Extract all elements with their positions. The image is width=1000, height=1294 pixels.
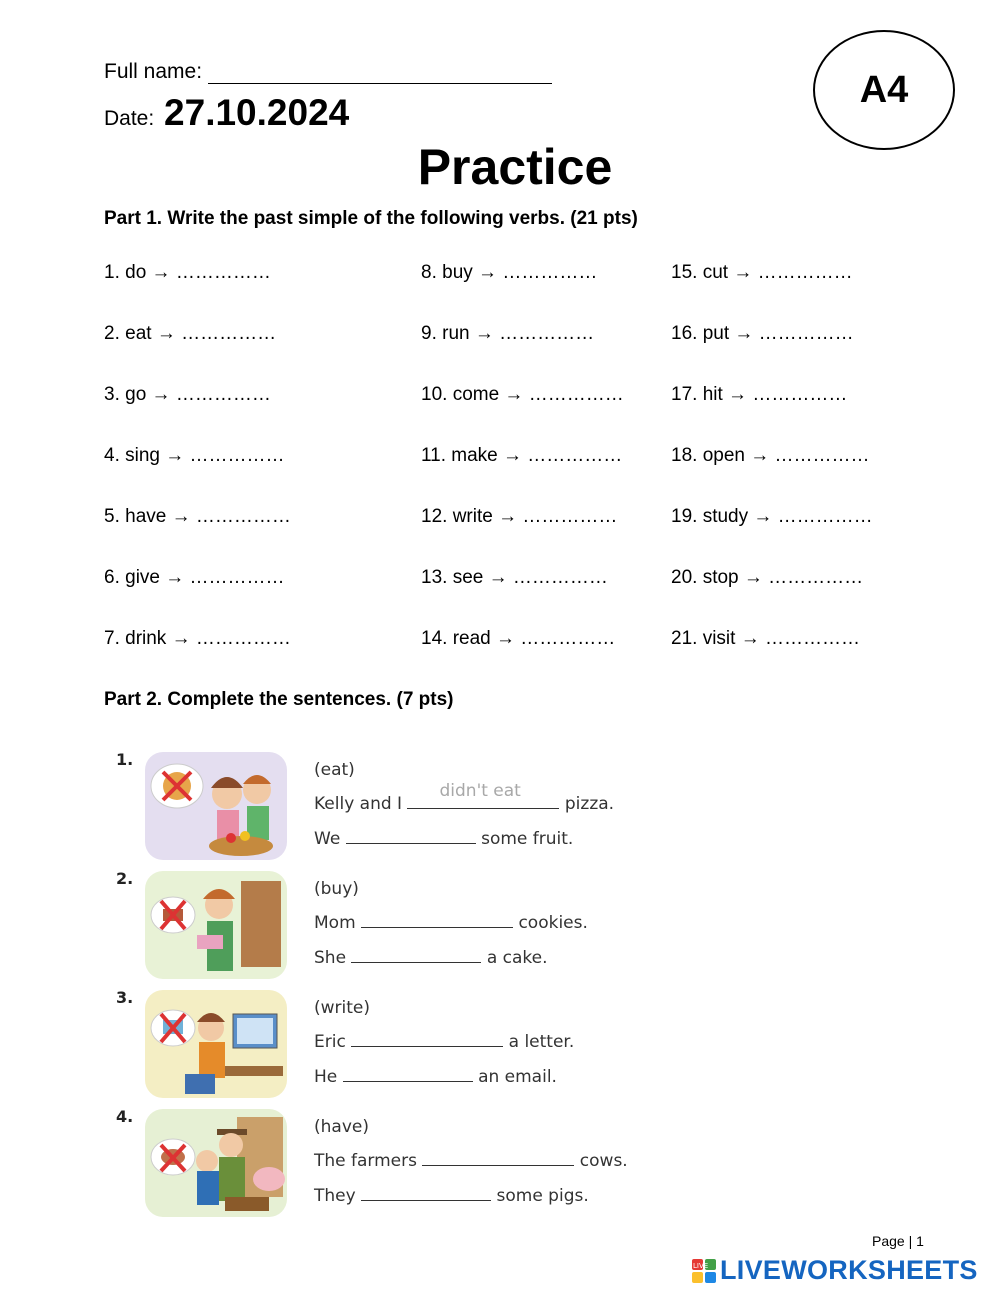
sentence-text: a cake. xyxy=(486,948,548,968)
level-badge: A4 xyxy=(813,30,955,150)
sentence-2b xyxy=(314,945,548,968)
sentence-1a xyxy=(314,781,615,814)
sentence-text: a letter. xyxy=(508,1032,575,1052)
sentence-text: We xyxy=(314,829,341,849)
illustration-write xyxy=(145,990,287,1098)
verb-hint: (have) xyxy=(314,1117,369,1137)
logo-icon xyxy=(692,1259,716,1283)
verb-item-5[interactable]: 5. have → …………… xyxy=(104,506,291,527)
sentence-text: some fruit. xyxy=(481,829,574,849)
exercise-number: 3. xyxy=(116,988,134,1007)
date-value: 27.10.2024 xyxy=(164,92,350,133)
verb-hint: (eat) xyxy=(314,760,355,780)
sentence-text: He xyxy=(314,1067,338,1087)
example-answer: didn't eat xyxy=(439,781,521,801)
full-name-field xyxy=(104,60,552,84)
verb-item-17[interactable]: 17. hit → …………… xyxy=(671,384,848,405)
verb-item-14[interactable]: 14. read → …………… xyxy=(421,628,616,649)
sentence-text: She xyxy=(314,948,347,968)
verb-item-8[interactable]: 8. buy → …………… xyxy=(421,262,598,283)
verb-item-2[interactable]: 2. eat → …………… xyxy=(104,323,277,344)
verb-item-19[interactable]: 19. study → …………… xyxy=(671,506,873,527)
page-title: Practice xyxy=(417,139,613,195)
full-name-label: Full name: xyxy=(104,60,203,83)
sentence-3a xyxy=(314,1029,574,1052)
verb-item-21[interactable]: 21. visit → …………… xyxy=(671,628,860,649)
sentence-text: cows. xyxy=(579,1151,628,1171)
sentence-text: an email. xyxy=(478,1067,557,1087)
verb-column-1 xyxy=(104,262,291,689)
illustration-have xyxy=(145,1109,287,1217)
verb-item-6[interactable]: 6. give → …………… xyxy=(104,567,285,588)
sentence-text: Kelly and I xyxy=(314,794,403,814)
verb-item-1[interactable]: 1. do → …………… xyxy=(104,262,271,283)
verb-item-15[interactable]: 15. cut → …………… xyxy=(671,262,853,283)
logo-badge-text: LIVE xyxy=(693,1261,709,1270)
verb-item-12[interactable]: 12. write → …………… xyxy=(421,506,618,527)
illustration-buy xyxy=(145,871,287,979)
verb-item-7[interactable]: 7. drink → …………… xyxy=(104,628,291,649)
verb-hint: (buy) xyxy=(314,879,359,899)
sentence-text: cookies. xyxy=(518,913,588,933)
exercise-number: 4. xyxy=(116,1107,134,1126)
sentence-3b xyxy=(314,1064,557,1087)
verb-item-4[interactable]: 4. sing → …………… xyxy=(104,445,285,466)
page-number: Page | 1 xyxy=(872,1233,924,1249)
answer-blank[interactable] xyxy=(361,1183,491,1201)
verb-column-2 xyxy=(421,262,624,689)
verb-item-3[interactable]: 3. go → …………… xyxy=(104,384,271,405)
sentence-text: They xyxy=(314,1186,356,1206)
answer-blank[interactable] xyxy=(351,1029,503,1047)
sentence-text: The farmers xyxy=(314,1151,417,1171)
verb-item-9[interactable]: 9. run → …………… xyxy=(421,323,595,344)
verb-item-16[interactable]: 16. put → …………… xyxy=(671,323,854,344)
verb-item-20[interactable]: 20. stop → …………… xyxy=(671,567,864,588)
answer-blank[interactable] xyxy=(351,945,481,963)
exercise-number: 2. xyxy=(116,869,134,888)
verb-item-11[interactable]: 11. make → …………… xyxy=(421,445,623,466)
liveworksheets-logo[interactable] xyxy=(692,1255,978,1286)
answer-blank[interactable] xyxy=(361,910,513,928)
verb-hint: (write) xyxy=(314,998,371,1018)
full-name-input-line[interactable] xyxy=(208,63,552,84)
verb-item-13[interactable]: 13. see → …………… xyxy=(421,567,608,588)
sentence-text: some pigs. xyxy=(496,1186,589,1206)
sentence-2a xyxy=(314,910,588,933)
illustration-eat xyxy=(145,752,287,860)
answer-blank[interactable] xyxy=(343,1064,473,1082)
sentence-4a xyxy=(314,1148,628,1171)
exercise-number: 1. xyxy=(116,750,134,769)
sentence-text: pizza. xyxy=(564,794,615,814)
answer-blank[interactable] xyxy=(422,1148,574,1166)
verb-item-10[interactable]: 10. come → …………… xyxy=(421,384,624,405)
logo-text: LIVEWORKSHEETS xyxy=(720,1255,978,1285)
part2-heading: Part 2. Complete the sentences. (7 pts) xyxy=(104,689,454,710)
date-label: Date: xyxy=(104,107,155,130)
verb-column-3 xyxy=(671,262,873,689)
answer-blank[interactable] xyxy=(407,781,559,809)
part1-heading: Part 1. Write the past simple of the following verbs. (21 pts) xyxy=(104,208,638,229)
answer-blank[interactable] xyxy=(346,826,476,844)
sentence-1b xyxy=(314,826,573,849)
verb-item-18[interactable]: 18. open → …………… xyxy=(671,445,870,466)
date-row xyxy=(104,92,349,134)
sentence-text: Eric xyxy=(314,1032,346,1052)
sentence-text: Mom xyxy=(314,913,356,933)
sentence-4b xyxy=(314,1183,589,1206)
